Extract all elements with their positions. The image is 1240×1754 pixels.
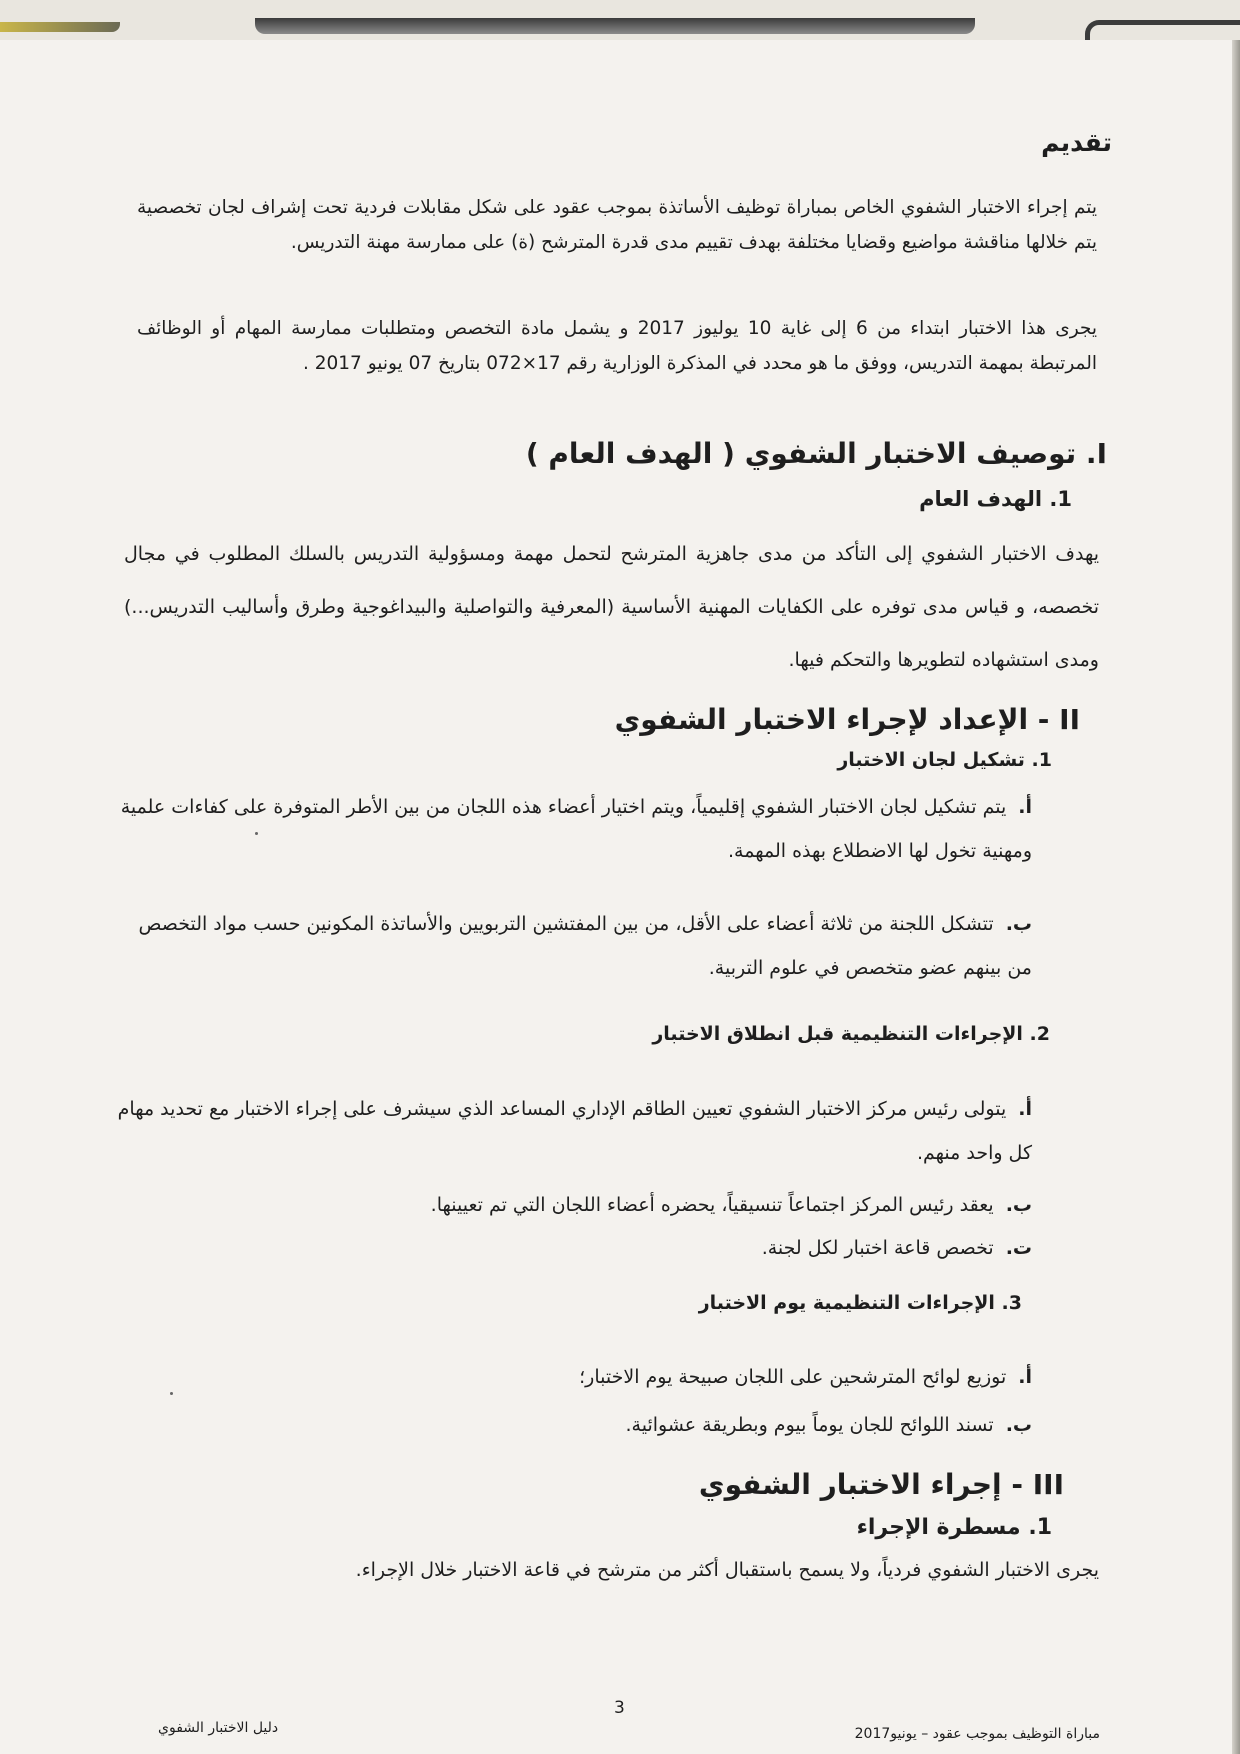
section-1-text: يهدف الاختبار الشفوي إلى التأكد من مدى جاهزية المترشح لتحمل مهمة ومسؤولية التدريس بالسلك المطلوب في مجال تخصصه، و قياس مدى توفره على الكفايات المهنية الأساسية (المعرفية والتواصلية والبيداغوجية وطرق وأساليب التدريس...) ومدى استشهاده لتطويرها والتحكم فيها.: [124, 543, 1099, 671]
footer-left: دليل الاختبار الشفوي: [158, 1720, 279, 1736]
list-item: [625, 1403, 1032, 1447]
list-marker: أ.: [1018, 1366, 1032, 1388]
section-3-subtitle: 1. مسطرة الإجراء: [856, 1515, 1052, 1540]
section-2-subtitle-1: 1. تشكيل لجان الاختبار: [837, 749, 1052, 771]
list-item: [112, 785, 1032, 873]
intro-title: تقديم: [1041, 128, 1112, 157]
document-page: [0, 40, 1232, 1754]
list-item-text: يتولى رئيس مركز الاختبار الشفوي تعيين الطاقم الإداري المساعد الذي سيشرف على إجراء الاختبار مع تحديد مهام كل واحد منهم.: [117, 1098, 1032, 1164]
list-item-text: تخصص قاعة اختبار لكل لجنة.: [761, 1237, 994, 1259]
list-item-text: يعقد رئيس المركز اجتماعاً تنسيقياً، يحضره أعضاء اللجان التي تم تعيينها.: [430, 1194, 994, 1216]
list-marker: ت.: [1005, 1237, 1032, 1259]
list-item-text: توزيع لوائح المترشحين على اللجان صبيحة يوم الاختبار؛: [579, 1366, 1007, 1388]
scan-edge-left: [0, 22, 120, 32]
list-marker: ب.: [1005, 1414, 1032, 1436]
section-1-subtitle: 1. الهدف العام: [919, 487, 1072, 511]
list-marker: ب.: [1005, 913, 1032, 935]
intro-paragraph-1: يتم إجراء الاختبار الشفوي الخاص بمباراة توظيف الأساتذة بموجب عقود على شكل مقابلات فردية تحت إشراف لجان تخصصية يتم خلالها مناقشة مواضيع وقضايا مختلفة بهدف تقييم مدى قدرة المترشح (ة) على ممارسة مهنة التدريس.: [137, 197, 1097, 253]
scan-edge-right: [1085, 20, 1240, 41]
list-item-text: تسند اللوائح للجان يوماً بيوم وبطريقة عشوائية.: [625, 1414, 994, 1436]
section-2-subtitle-3: 3. الإجراءات التنظيمية يوم الاختبار: [698, 1292, 1022, 1314]
list-item: [762, 1226, 1032, 1270]
section-1-title: I. توصيف الاختبار الشفوي ( الهدف العام ): [525, 437, 1107, 470]
list-marker: أ.: [1018, 796, 1032, 818]
scan-speck: [170, 1392, 173, 1395]
list-item-text: يتم تشكيل لجان الاختبار الشفوي إقليمياً، ويتم اختيار أعضاء هذه اللجان من بين الأطر المتوفرة على كفاءات علمية ومهنية تخول لها الاضطلاع بهذه المهمة.: [120, 796, 1032, 862]
scan-edge-top: [255, 18, 975, 34]
section-3-text: يجرى الاختبار الشفوي فردياً، ولا يسمح باستقبال أكثر من مترشح في قاعة الاختبار خلال الإجراء.: [355, 1559, 1099, 1581]
section-3-title: III - إجراء الاختبار الشفوي: [698, 1468, 1064, 1501]
scan-speck: [255, 832, 258, 835]
intro-paragraph-2: يجرى هذا الاختبار ابتداء من 6 إلى غاية 10 يوليوز 2017 و يشمل مادة التخصص ومتطلبات ممارسة المهام أو الوظائف المرتبطة بمهمة التدريس، ووفق ما هو محدد في المذكرة الوزارية رقم 17×072 بتاريخ 07 يونيو 2017 .: [137, 318, 1097, 374]
scan-edge-side: [1232, 40, 1240, 1754]
list-item: [431, 1183, 1032, 1227]
footer-right: مباراة التوظيف بموجب عقود – يونيو2017: [854, 1726, 1100, 1742]
list-item-text: تتشكل اللجنة من ثلاثة أعضاء على الأقل، من بين المفتشين التربويين والأساتذة المكونين حسب مواد التخصص من بينهم عضو متخصص في علوم التربية.: [138, 913, 1032, 979]
section-2-subtitle-2: 2. الإجراءات التنظيمية قبل انطلاق الاختبار: [652, 1023, 1050, 1045]
list-item: [132, 902, 1032, 990]
list-item: [579, 1355, 1032, 1399]
list-marker: أ.: [1018, 1098, 1032, 1120]
list-item: [112, 1087, 1032, 1175]
list-marker: ب.: [1005, 1194, 1032, 1216]
section-2-title: II - الإعداد لإجراء الاختبار الشفوي: [614, 703, 1080, 736]
page-number: 3: [614, 1698, 625, 1718]
